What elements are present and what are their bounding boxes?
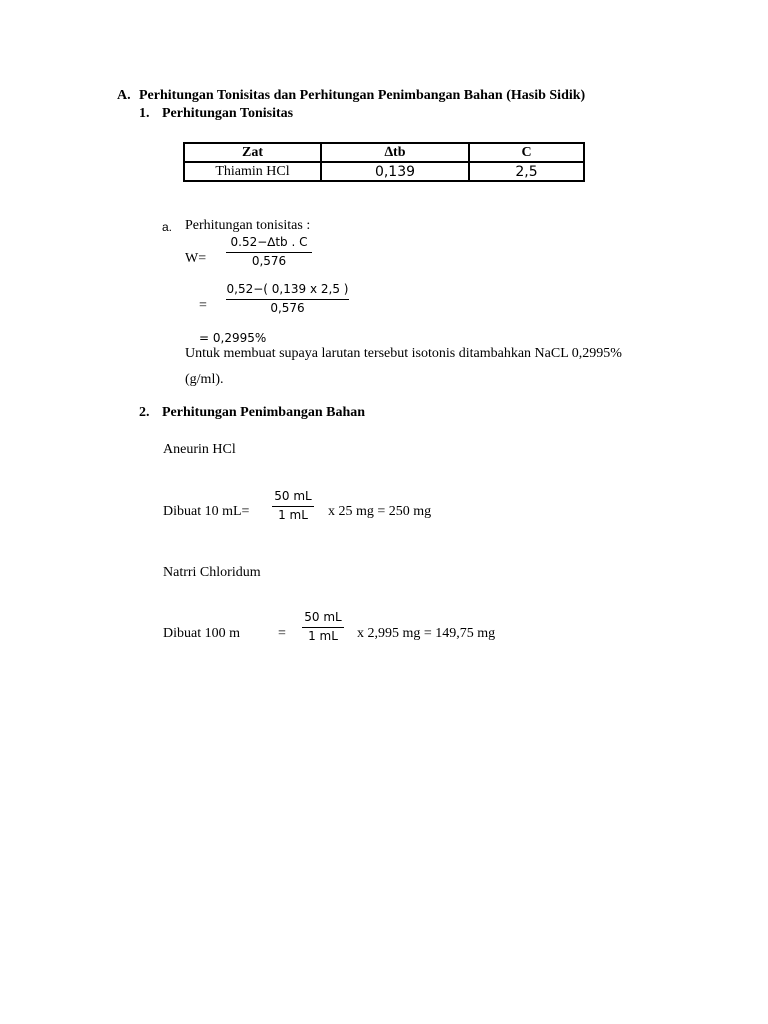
formula-fraction [226, 235, 312, 269]
section-title: Perhitungan Tonisitas dan Perhitungan Penimbangan Bahan (Hasib Sidik) [139, 88, 586, 103]
sub1-marker: 1. [139, 106, 150, 121]
equals-sign: = [199, 298, 207, 313]
table-header-zat: Zat [184, 143, 321, 162]
w-label: W= [185, 251, 207, 266]
table-header-row [184, 143, 584, 162]
fraction-bar [226, 299, 349, 300]
substitution-denominator: 0,576 [270, 301, 305, 315]
table-header-c: C [469, 143, 584, 162]
fraction-bar [302, 627, 344, 628]
section-marker: A. [117, 88, 131, 103]
calc1-numerator: 50 mL [274, 489, 312, 503]
fraction-bar [272, 506, 314, 507]
calc1-name: Aneurin HCl [163, 442, 236, 457]
calc2-equals: = [278, 626, 286, 641]
formula-denominator: 0,576 [251, 254, 287, 268]
result-value: = 0,2995% [199, 331, 267, 345]
calc2-name: Natrri Chloridum [163, 565, 261, 580]
calc2-expression: x 2,995 mg = 149,75 mg [357, 626, 496, 641]
table-cell-delta-tb: 0,139 [321, 162, 469, 181]
item-a-marker: a. [162, 220, 173, 234]
item-a-label: Perhitungan tonisitas : [185, 218, 311, 233]
sub2-marker: 2. [139, 405, 150, 420]
calc1-fraction [272, 489, 314, 523]
conclusion-line-2: (g/ml). [185, 372, 224, 387]
formula-numerator: 0.52−∆tb . C [230, 235, 308, 249]
calc1-label: Dibuat 10 mL= [163, 504, 250, 519]
calc1-expression: x 25 mg = 250 mg [328, 504, 432, 519]
calc2-numerator: 50 mL [304, 610, 342, 624]
calc2-fraction [302, 610, 344, 644]
sub2-title: Perhitungan Penimbangan Bahan [162, 405, 366, 420]
table-cell-c: 2,5 [469, 162, 584, 181]
table-cell-zat: Thiamin HCl [184, 162, 321, 181]
sub1-title: Perhitungan Tonisitas [162, 106, 294, 121]
table-row [184, 162, 584, 181]
table-header-delta-tb: ∆tb [321, 143, 469, 162]
calc2-denominator: 1 mL [308, 629, 338, 643]
fraction-bar [226, 252, 312, 253]
calc2-label: Dibuat 100 m [163, 626, 240, 641]
tonisitas-table [183, 142, 585, 182]
substitution-fraction [226, 282, 349, 316]
substitution-numerator: 0,52−( 0,139 x 2,5 ) [226, 282, 349, 296]
conclusion-line-1: Untuk membuat supaya larutan tersebut isotonis ditambahkan NaCL 0,2995% [185, 346, 622, 361]
calc1-denominator: 1 mL [278, 508, 308, 522]
